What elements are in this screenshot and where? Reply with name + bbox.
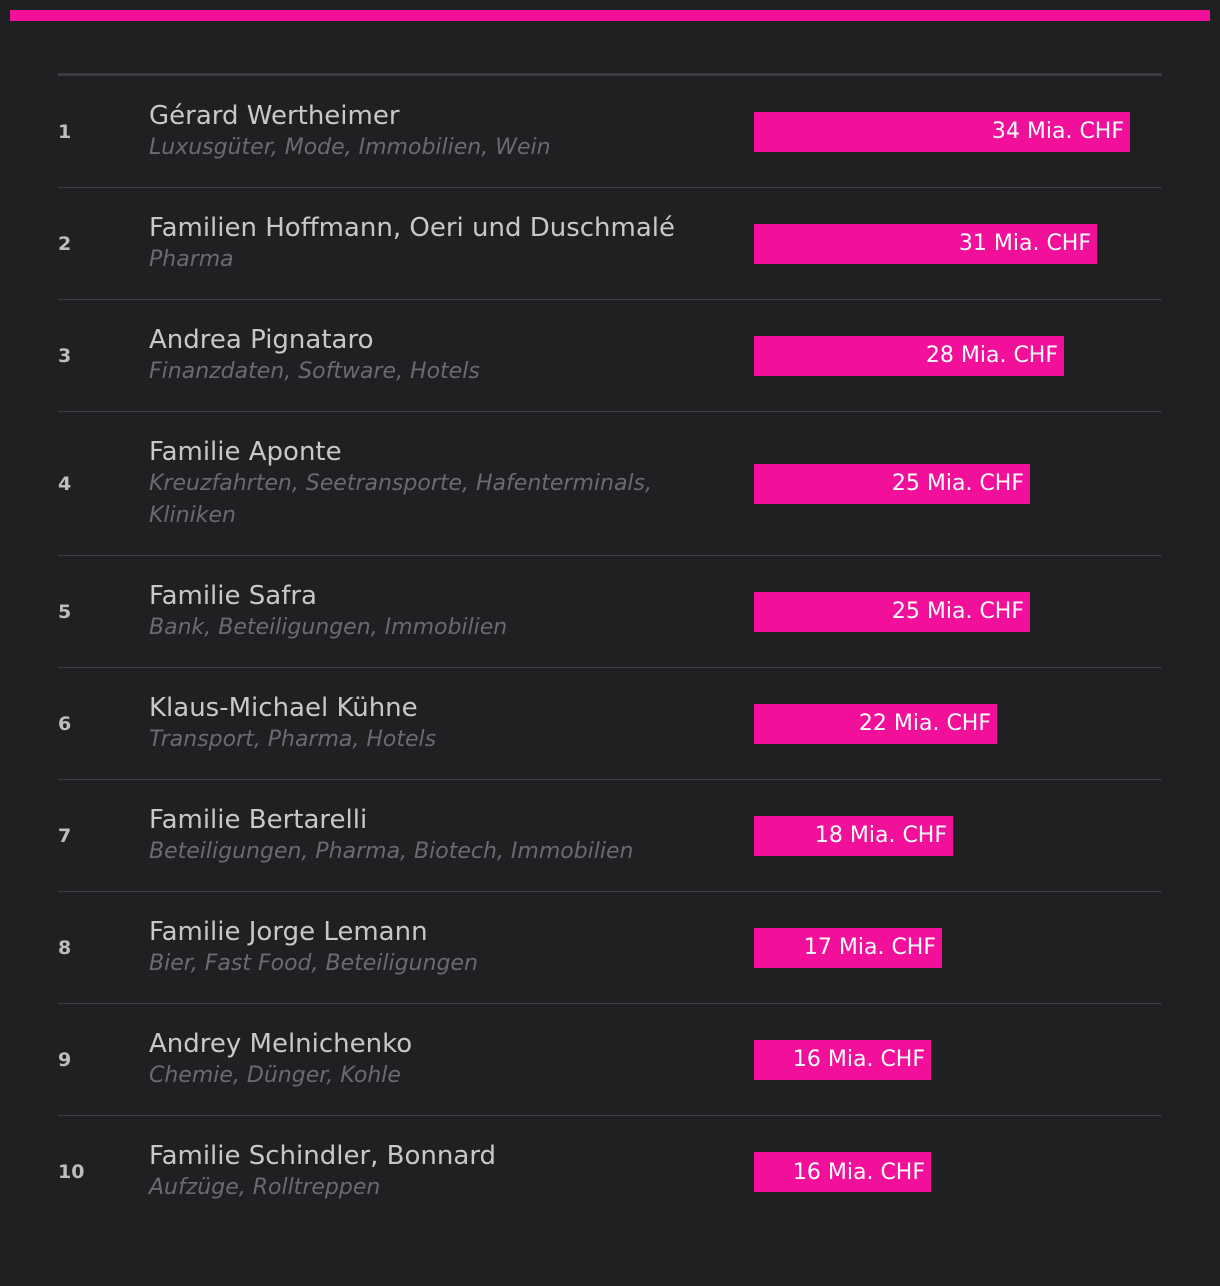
bar-value-label: 22 Mia. CHF xyxy=(858,711,991,736)
rank-number: 5 xyxy=(58,600,72,623)
person-name: Familie Safra xyxy=(149,580,317,611)
wealth-bar xyxy=(754,1152,931,1192)
wealth-bar xyxy=(754,816,953,856)
table-row xyxy=(58,412,1162,556)
bar-value-label: 16 Mia. CHF xyxy=(792,1159,925,1185)
accent-top-bar xyxy=(10,10,1210,21)
person-name: Klaus-Michael Kühne xyxy=(149,692,418,723)
rank-number: 3 xyxy=(58,344,72,367)
rank-number: 7 xyxy=(58,824,72,847)
bar-value-label: 25 Mia. CHF xyxy=(891,599,1024,624)
bar-track xyxy=(754,1004,1154,1115)
person-info xyxy=(149,412,689,555)
rank-number: 1 xyxy=(58,120,72,143)
sector-label: Finanzdaten, Software, Hotels xyxy=(149,358,480,384)
wealth-bar xyxy=(754,592,1030,632)
wealth-bar xyxy=(754,336,1064,376)
person-name: Familie Aponte xyxy=(149,436,342,467)
table-row xyxy=(58,556,1162,668)
rank-number: 2 xyxy=(58,232,72,255)
bar-track xyxy=(754,556,1154,667)
bar-track xyxy=(754,780,1154,891)
person-info xyxy=(149,780,689,891)
table-row xyxy=(58,300,1162,412)
sector-label: Bank, Beteiligungen, Immobilien xyxy=(149,614,508,640)
sector-label: Bier, Fast Food, Beteiligungen xyxy=(149,950,478,976)
wealth-bar xyxy=(754,112,1130,152)
person-info xyxy=(149,892,689,1003)
bar-track xyxy=(754,300,1154,411)
sector-label: Beteiligungen, Pharma, Biotech, Immobilien xyxy=(149,838,634,864)
wealth-bar xyxy=(754,704,997,744)
person-info xyxy=(149,188,689,299)
table-row xyxy=(58,668,1162,780)
person-info xyxy=(149,1116,689,1228)
person-name: Familien Hoffmann, Oeri und Duschmalé xyxy=(149,212,676,243)
sector-label: Chemie, Dünger, Kohle xyxy=(149,1062,401,1088)
person-info xyxy=(149,300,689,411)
rank-number: 10 xyxy=(58,1161,85,1183)
wealth-bar xyxy=(754,1040,931,1080)
bar-track xyxy=(754,892,1154,1003)
bar-value-label: 28 Mia. CHF xyxy=(925,343,1058,368)
bar-value-label: 31 Mia. CHF xyxy=(958,231,1091,256)
sector-label: Aufzüge, Rolltreppen xyxy=(149,1175,381,1200)
person-name: Familie Bertarelli xyxy=(149,804,368,835)
bar-track xyxy=(754,188,1154,299)
bar-track xyxy=(754,1116,1154,1228)
ranking-table xyxy=(58,73,1162,1228)
person-name: Andrea Pignataro xyxy=(149,324,374,355)
bar-value-label: 25 Mia. CHF xyxy=(891,471,1024,496)
bar-track xyxy=(754,668,1154,779)
sector-label: Transport, Pharma, Hotels xyxy=(149,726,437,752)
person-name: Familie Schindler, Bonnard xyxy=(149,1141,497,1171)
person-name: Gérard Wertheimer xyxy=(149,100,400,131)
bar-track xyxy=(754,412,1154,555)
wealth-bar xyxy=(754,464,1030,504)
person-info xyxy=(149,1004,689,1115)
table-row xyxy=(58,1116,1162,1228)
rank-number: 6 xyxy=(58,712,72,735)
sector-label: Pharma xyxy=(149,246,234,272)
sector-label: Luxusgüter, Mode, Immobilien, Wein xyxy=(149,134,551,160)
wealth-bar xyxy=(754,224,1097,264)
table-row xyxy=(58,188,1162,300)
table-row xyxy=(58,76,1162,188)
bar-value-label: 18 Mia. CHF xyxy=(814,823,947,848)
bar-track xyxy=(754,76,1154,187)
rank-number: 8 xyxy=(58,936,72,959)
person-name: Andrey Melnichenko xyxy=(149,1028,413,1059)
person-info xyxy=(149,76,689,187)
rank-number: 9 xyxy=(58,1048,72,1071)
table-row xyxy=(58,780,1162,892)
wealth-bar xyxy=(754,928,942,968)
person-info xyxy=(149,668,689,779)
sector-label: Kreuzfahrten, Seetransporte, Hafenterminals, Kliniken xyxy=(149,470,653,528)
rank-number: 4 xyxy=(58,472,72,495)
table-row xyxy=(58,1004,1162,1116)
bar-value-label: 34 Mia. CHF xyxy=(991,119,1124,144)
person-info xyxy=(149,556,689,667)
bar-value-label: 17 Mia. CHF xyxy=(803,935,936,960)
table-row xyxy=(58,892,1162,1004)
person-name: Familie Jorge Lemann xyxy=(149,916,428,947)
bar-value-label: 16 Mia. CHF xyxy=(792,1047,925,1072)
